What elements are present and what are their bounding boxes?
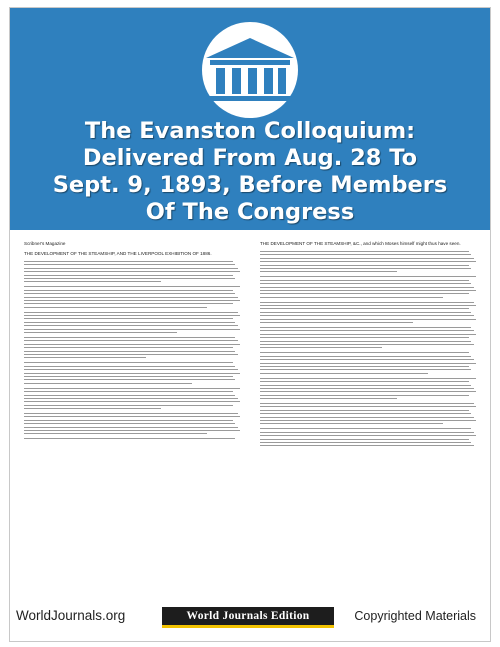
title-line: Sept. 9, 1893, Before Members <box>52 172 448 198</box>
text-line <box>24 391 233 392</box>
text-line <box>260 287 474 288</box>
text-line <box>24 340 238 341</box>
text-line <box>24 401 240 402</box>
text-line <box>24 318 233 319</box>
text-line <box>24 351 235 352</box>
text-line <box>260 366 469 367</box>
text-line <box>260 428 471 429</box>
text-line <box>24 357 146 358</box>
text-line <box>24 423 235 424</box>
book-title <box>10 118 490 226</box>
text-line <box>260 403 474 404</box>
text-line <box>260 302 474 303</box>
page-excerpt <box>24 241 476 591</box>
text-line <box>260 283 471 284</box>
text-line <box>260 347 382 348</box>
text-line <box>260 352 469 353</box>
text-line <box>260 439 469 440</box>
text-line <box>24 408 161 409</box>
text-line <box>260 432 474 433</box>
text-line <box>24 347 233 348</box>
text-line <box>24 369 238 370</box>
footer <box>10 600 490 640</box>
text-line <box>24 383 192 384</box>
text-line <box>260 417 474 418</box>
text-line <box>260 423 443 424</box>
text-line <box>24 300 240 301</box>
text-line <box>24 325 238 326</box>
text-line <box>24 303 233 304</box>
text-line <box>260 381 469 382</box>
text-line <box>24 271 240 272</box>
text-line <box>260 395 469 396</box>
text-line <box>260 251 469 252</box>
text-line <box>260 420 476 421</box>
text-line <box>24 376 233 377</box>
text-line <box>260 322 413 323</box>
text-line <box>260 268 471 269</box>
text-line <box>24 420 233 421</box>
text-line <box>24 416 240 417</box>
text-line <box>260 373 428 374</box>
text-line <box>260 293 469 294</box>
excerpt-lines <box>260 251 476 446</box>
text-line <box>260 319 476 320</box>
text-line <box>24 433 207 434</box>
text-line <box>260 413 471 414</box>
text-line <box>24 281 161 282</box>
text-line <box>24 362 233 363</box>
text-line <box>260 410 469 411</box>
text-line <box>260 445 474 446</box>
text-line <box>260 276 476 277</box>
text-line <box>260 258 474 259</box>
logo-text: WorldJournals.org <box>16 608 126 623</box>
text-line <box>260 398 397 399</box>
text-line <box>24 329 240 330</box>
text-line <box>24 264 235 265</box>
text-line <box>260 442 471 443</box>
title-line: Delivered From Aug. 28 To <box>82 145 418 171</box>
text-line <box>260 385 471 386</box>
text-line <box>260 280 469 281</box>
text-line <box>260 261 476 262</box>
text-line <box>260 315 474 316</box>
text-line <box>260 369 471 370</box>
text-line <box>260 341 471 342</box>
text-line <box>24 413 238 414</box>
text-line <box>24 315 240 316</box>
text-line <box>24 332 177 333</box>
text-line <box>24 293 235 294</box>
text-line <box>260 327 471 328</box>
worldjournals-logo[interactable] <box>16 607 125 625</box>
text-line <box>260 344 474 345</box>
text-line <box>24 395 235 396</box>
text-line <box>24 430 240 431</box>
text-line <box>260 265 469 266</box>
excerpt-column-left <box>24 241 242 442</box>
text-line <box>24 388 240 389</box>
excerpt-column-right <box>260 241 476 449</box>
text-line <box>260 271 397 272</box>
text-line <box>260 406 476 407</box>
text-line <box>24 398 238 399</box>
text-line <box>260 308 469 309</box>
copyright-notice: Copyrighted Materials <box>354 609 476 623</box>
text-line <box>260 388 474 389</box>
text-line <box>260 363 476 364</box>
text-line <box>260 312 471 313</box>
text-line <box>24 268 238 269</box>
edition-badge-label: World Journals Edition <box>162 607 334 625</box>
text-line <box>260 290 476 291</box>
text-line <box>260 435 476 436</box>
text-line <box>24 379 235 380</box>
text-line <box>260 297 443 298</box>
text-line <box>24 261 233 262</box>
text-line <box>260 254 471 255</box>
text-line <box>24 354 238 355</box>
text-line <box>24 312 238 313</box>
title-line: The Evanston Colloquium: <box>84 118 416 144</box>
text-line <box>24 286 240 287</box>
excerpt-lines <box>24 261 242 439</box>
text-line <box>24 275 233 276</box>
text-line <box>24 405 233 406</box>
title-line: Of The Congress <box>145 199 355 225</box>
edition-badge-accent <box>162 625 334 628</box>
text-line <box>24 307 207 308</box>
text-line <box>24 278 235 279</box>
excerpt-heading: THE DEVELOPMENT OF THE STEAMSHIP, &C., and which Moses himself might thus have seen. <box>260 241 461 246</box>
text-line <box>24 322 235 323</box>
text-line <box>24 427 238 428</box>
excerpt-credit: Scribner's Magazine <box>24 241 66 246</box>
text-line <box>24 297 238 298</box>
text-line <box>260 330 474 331</box>
text-line <box>24 366 235 367</box>
text-line <box>260 337 469 338</box>
edition-badge <box>162 607 334 625</box>
text-line <box>24 373 240 374</box>
text-line <box>24 337 235 338</box>
text-line <box>260 359 474 360</box>
text-line <box>260 356 471 357</box>
text-line <box>260 334 476 335</box>
text-line <box>260 378 476 379</box>
text-line <box>24 438 235 439</box>
text-line <box>24 344 240 345</box>
text-line <box>260 391 476 392</box>
text-line <box>24 290 233 291</box>
excerpt-heading: THE DEVELOPMENT OF THE STEAMSHIP, AND THE LIVERPOOL EXHIBITION OF 1886. <box>24 251 212 256</box>
text-line <box>260 305 476 306</box>
